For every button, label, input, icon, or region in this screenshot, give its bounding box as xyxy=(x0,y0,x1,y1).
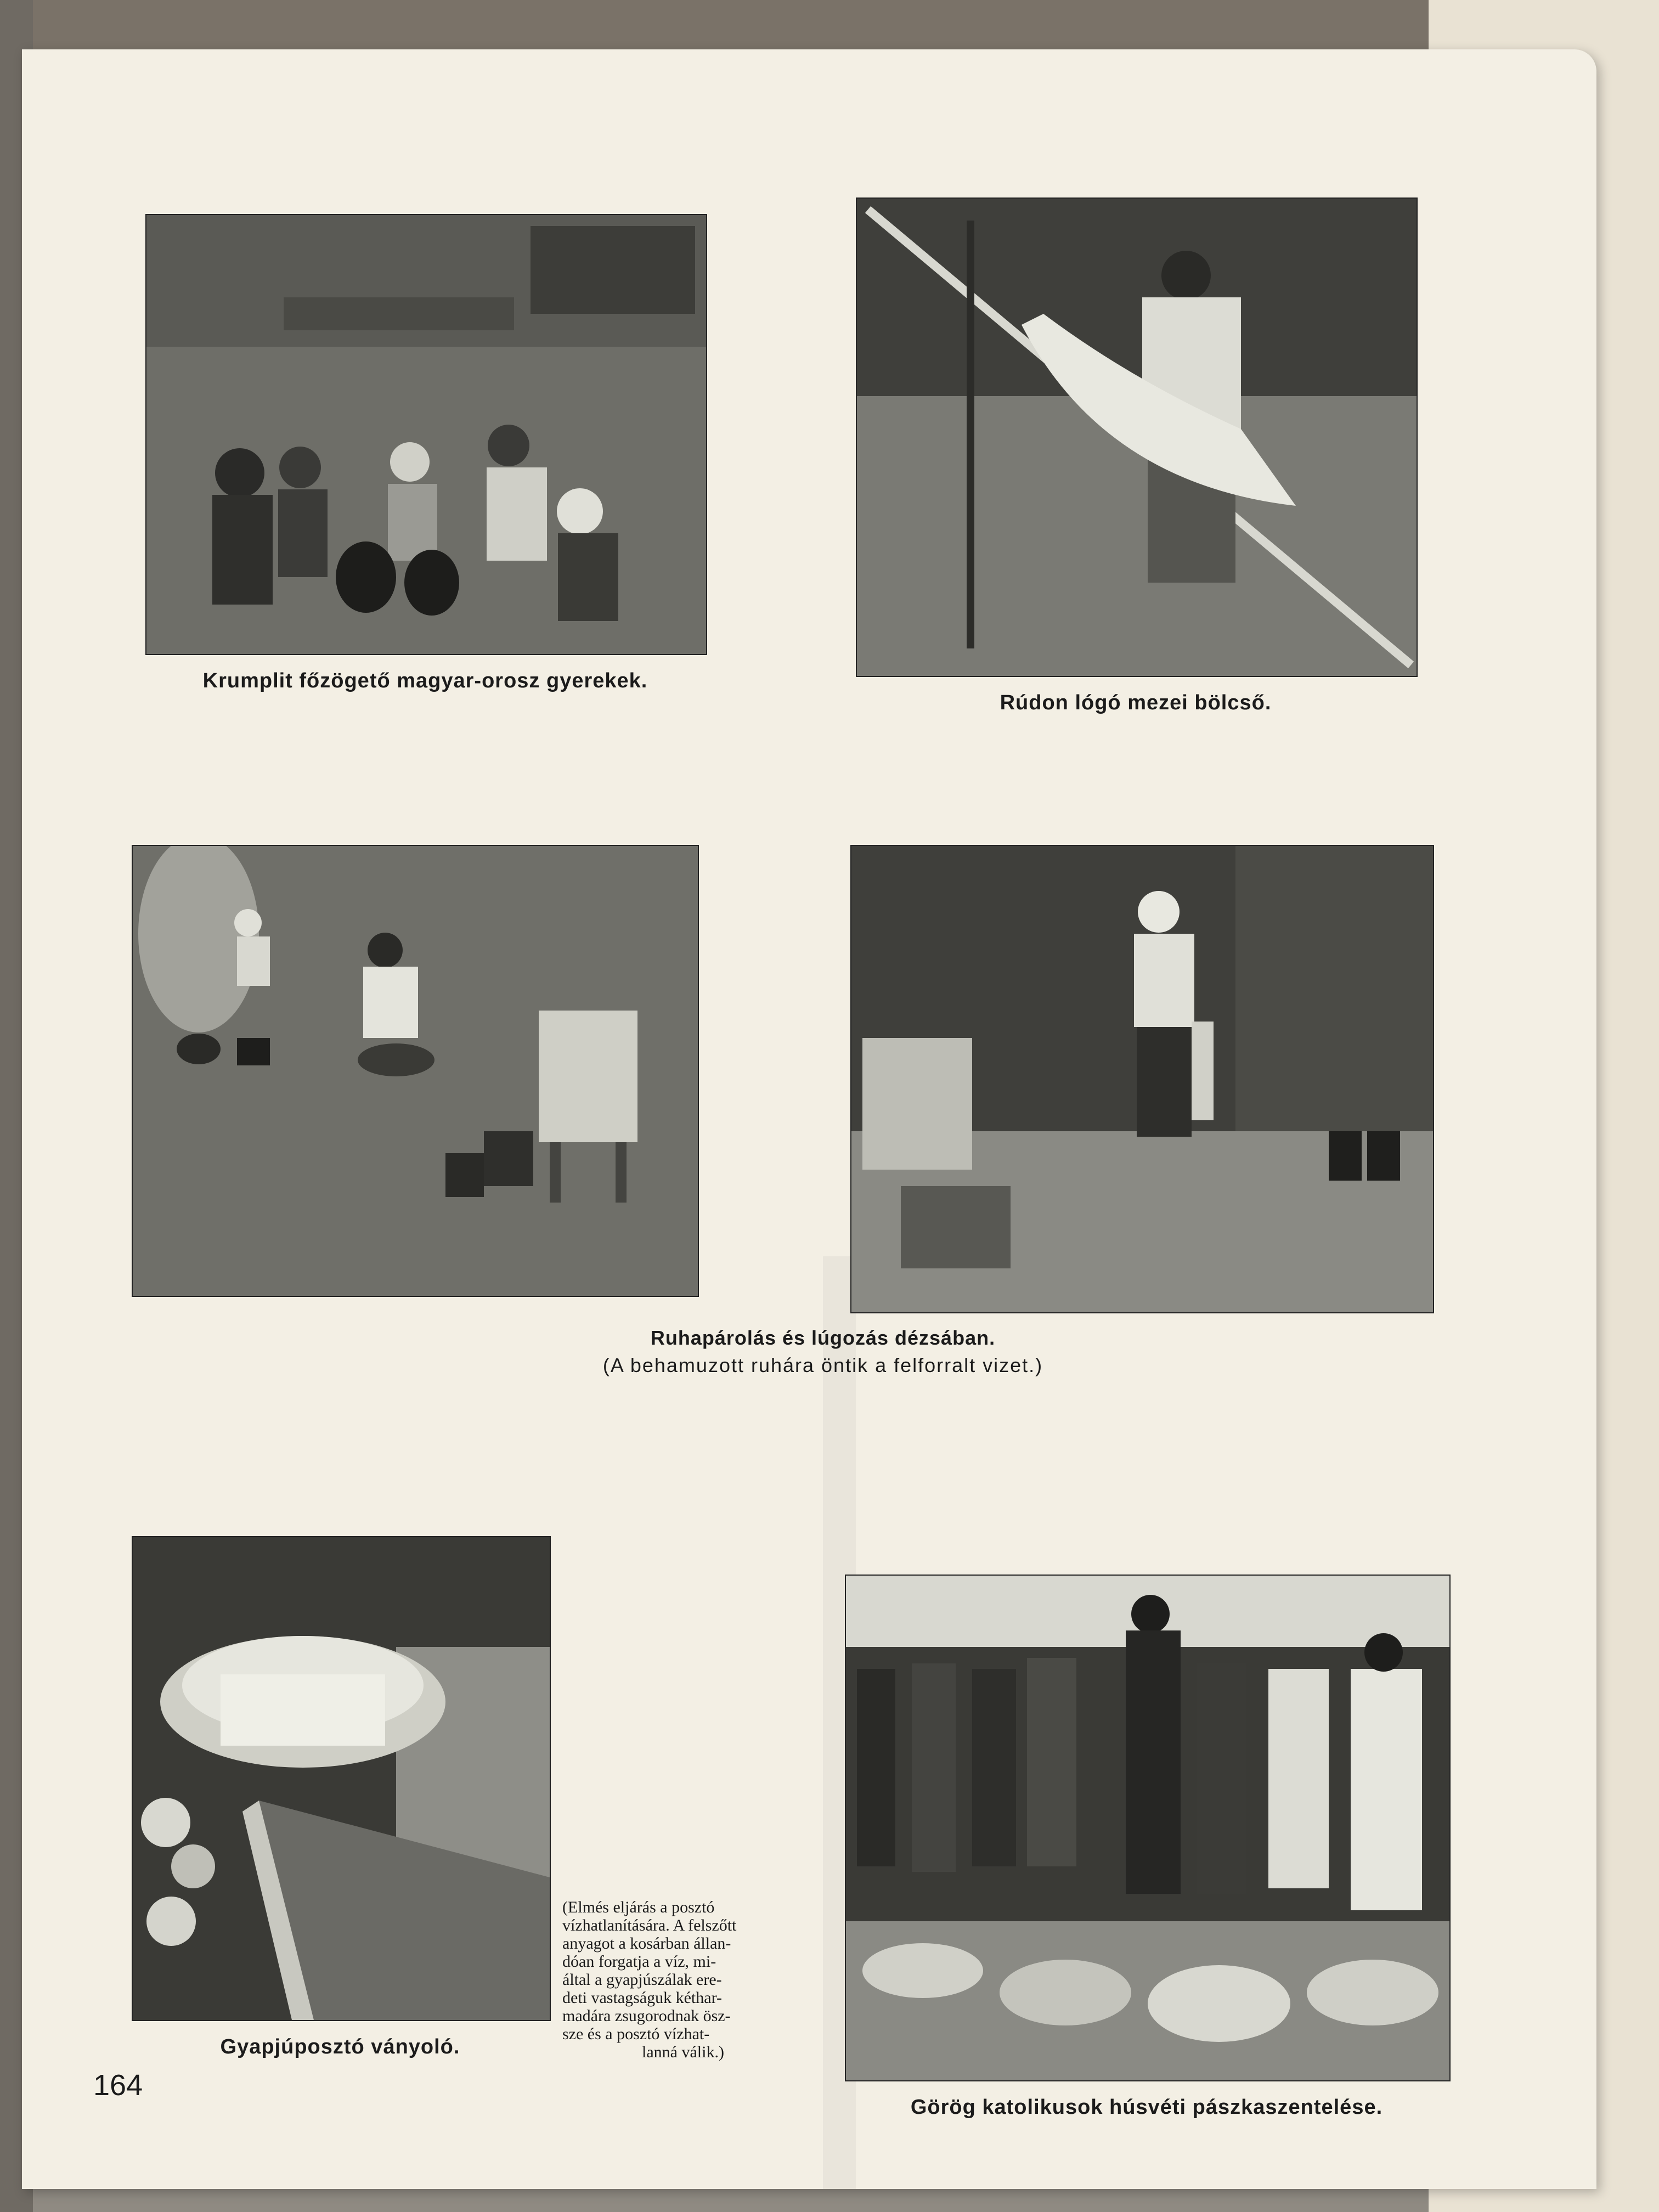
caption-hanging-cradle: Rúdon lógó mezei bölcső. xyxy=(1000,691,1272,714)
photo-woman-standing-with-tub xyxy=(850,845,1434,1313)
caption-laundry-subtitle: (A behamuzott ruhára öntik a felforralt vizet.) xyxy=(602,1354,1043,1376)
note-line: dóan forgatja a víz, mi- xyxy=(562,1953,716,1971)
photo-woman-by-fire-with-tub xyxy=(132,845,699,1297)
note-line: anyagot a kosárban állan- xyxy=(562,1934,731,1953)
photo-wicker-basket-fulling-mill xyxy=(132,1536,551,2021)
photo-hanging-cradle xyxy=(856,198,1418,677)
caption-laundry-title: Ruhapárolás és lúgozás dézsában. xyxy=(650,1327,996,1349)
note-line: sze és a posztó vízhat- xyxy=(562,2025,710,2043)
photo-easter-basket-blessing-crowd xyxy=(845,1575,1451,2081)
note-line: madára zsugorodnak ösz- xyxy=(562,2007,731,2025)
note-line: (Elmés eljárás a posztó xyxy=(562,1898,715,1916)
caption-wool-fulling: Gyapjúposztó ványoló. xyxy=(220,2035,460,2058)
book-page xyxy=(22,49,1596,2189)
page-number: 164 xyxy=(93,2069,143,2102)
note-line: deti vastagságuk kéthar- xyxy=(562,1989,722,2007)
photo-children-cooking-potatoes xyxy=(145,214,707,655)
caption-easter-blessing: Görög katolikusok húsvéti pászkaszentelése. xyxy=(910,2096,1383,2119)
note-fulling-explanation xyxy=(562,1898,804,2061)
note-line: lanná válik.) xyxy=(642,2043,724,2061)
caption-children-cooking-potatoes: Krumplit főzögető magyar-orosz gyerekek. xyxy=(202,669,648,692)
note-line: vízhatlanítására. A felszőtt xyxy=(562,1916,737,1934)
note-line: által a gyapjúszálak ere- xyxy=(562,1971,722,1989)
